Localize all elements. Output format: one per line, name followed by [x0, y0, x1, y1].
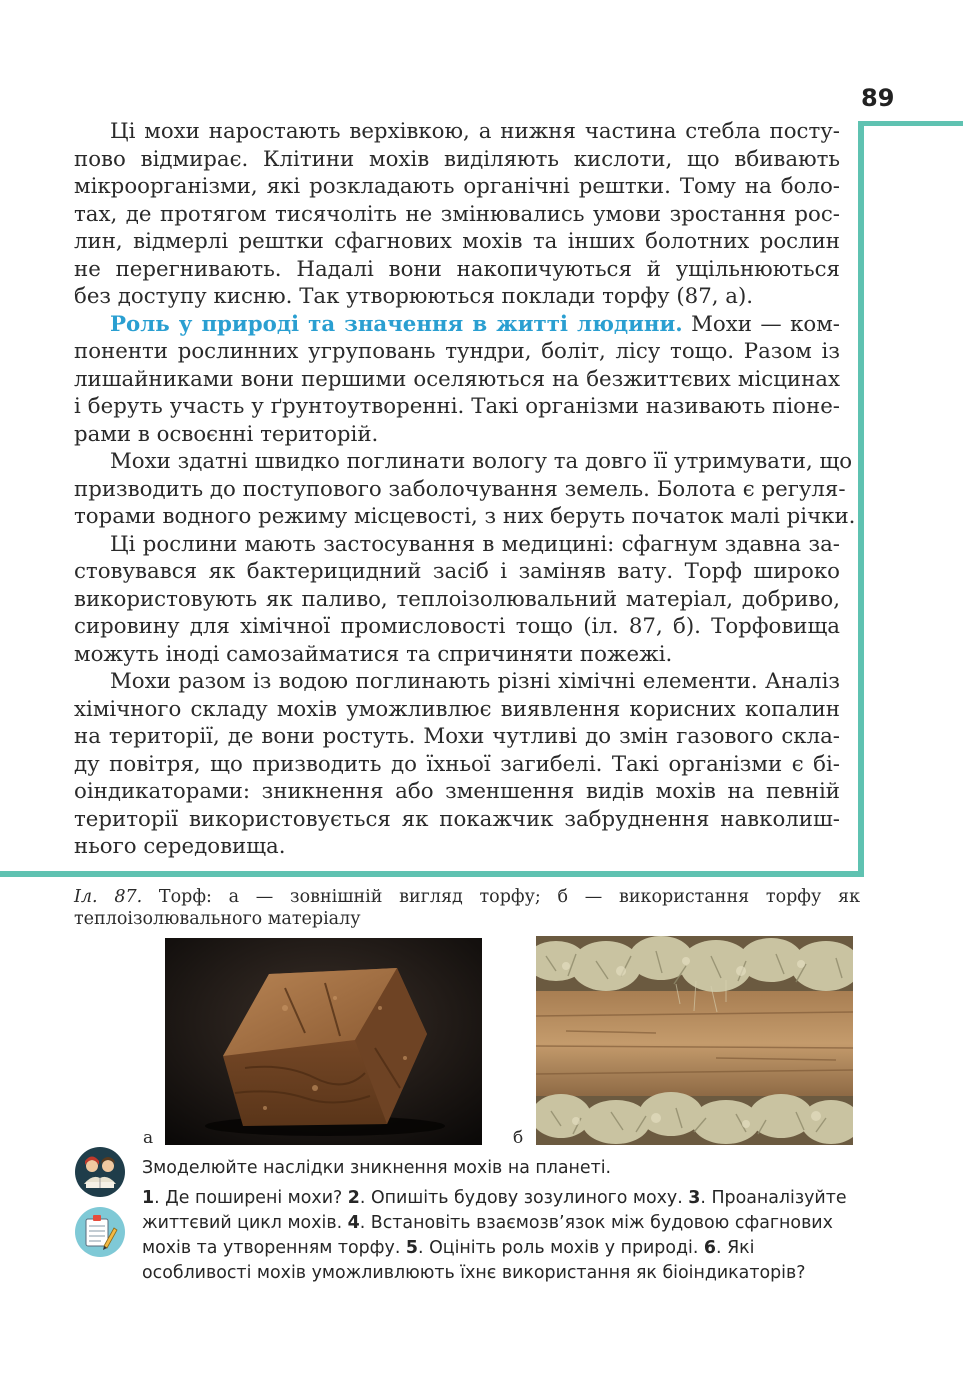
question-text: . Оцініть роль мохів у природі. [418, 1238, 704, 1258]
text-line: оіндикаторами: зникнення або зменшення видів мохів на певній [74, 779, 840, 804]
text-line: без доступу кисню. Так утворюються поклади торфу (87, а). [74, 284, 754, 309]
frame-bottom-border [0, 871, 864, 877]
peat-insulation-photo [536, 936, 853, 1145]
frame-top-border [862, 121, 963, 126]
text-line: лишайниками вони першими оселяються на безжиттєвих місцинах [74, 366, 840, 392]
frame-right-border [858, 121, 864, 877]
model-task: Змоделюйте наслідки зникнення мохів на планеті. [142, 1158, 612, 1178]
text-line: хімічного складу мохів уможливлює виявлення корисних копалин [74, 696, 840, 722]
question-text: . Проаналізуйте життєвий цикл мохів. [142, 1188, 847, 1233]
page-number: 89 [861, 84, 895, 112]
caption-label: Іл. 87. [74, 887, 143, 907]
text-line: призводить до поступового заболочування земель. Болота є регуля- [74, 476, 846, 502]
photo-label-b: б [513, 1128, 524, 1148]
text-line: нього середовища. [74, 834, 286, 859]
caption-line [74, 886, 860, 908]
text-line: можуть іноді самозайматися та спричиняти пожежі. [74, 641, 673, 667]
text-line [74, 311, 840, 339]
question-number: 2 [347, 1188, 360, 1208]
text-line: Ці мохи наростають верхівкою, а нижня частина стебла посту- [110, 119, 840, 144]
text-line: стовувався як бактерицидний засіб і заміняв вату. Торф широко [74, 559, 840, 584]
text-line: поненти рослинних угруповань тундри, боліт, лісу тощо. Разом із [74, 339, 840, 364]
section-heading: Роль у природі та значення в житті людини. [110, 311, 683, 337]
question-text: . Опишіть будову зозулиного моху. [359, 1188, 689, 1208]
question-number: 4 [347, 1213, 360, 1233]
text-line: використовують як паливо, теплоізолювальний матеріал, добриво, [74, 586, 840, 612]
text-line: території використовується як покажчик забруднення навколиш- [74, 806, 840, 832]
text-line: сировину для хімічної промисловості тощо (іл. 87, б). Торфовища [74, 614, 840, 639]
question-text: . Де поширені мохи? [154, 1188, 348, 1208]
text-line: торами водного режиму місцевості, з них беруть початок малі річки. [74, 504, 856, 529]
question-number: 3 [688, 1188, 701, 1208]
text-line: Ці рослини мають застосування в медицині: сфагнум здавна за- [110, 531, 840, 557]
question-text: . Встановіть взаємозв’язок між будовою сфагнових мохів та утворенням торфу. [142, 1213, 833, 1258]
text-line: на території, де вони ростуть. Мохи чутливі до змін газового скла- [74, 724, 840, 749]
caption-text: Торф: а — зовнішній вигляд торфу; б — використання торфу як [142, 887, 861, 907]
text-line: не перегнивають. Надалі вони накопичуються й ущільнюються [74, 256, 840, 282]
question-number: 5 [405, 1238, 419, 1258]
question-number: 6 [703, 1238, 717, 1258]
text-fragment: Мохи — ком- [682, 311, 840, 337]
text-line: тах, де протягом тисячоліть не змінювались умови зростання рос- [74, 201, 840, 227]
photo-label-a: а [143, 1128, 154, 1148]
question-text: . Які особливості мохів уможливлюють їхнє використання як біоіндикаторів? [142, 1238, 806, 1283]
text-line: і беруть участь у ґрунтоутворенні. Такі організми називають піоне- [74, 394, 840, 419]
peat-block-photo [165, 938, 482, 1145]
caption-line: теплоізолювального матеріалу [74, 909, 361, 929]
text-line: Мохи здатні швидко поглинати вологу та довго її утримувати, що [110, 449, 853, 474]
text-line: Мохи разом із водою поглинають різні хімічні елементи. Аналіз [110, 669, 840, 694]
text-line: пово відмирає. Клітини мохів виділяють кислоти, що вбивають [74, 146, 840, 172]
text-line: рами в освоєнні територій. [74, 421, 379, 447]
children-reading-icon [74, 1146, 126, 1198]
text-line: ду повітря, що призводить до їхньої загибелі. Такі організми є бі- [74, 751, 840, 777]
figure-caption [74, 886, 860, 930]
text-line: мікроорганізми, які розкладають органічні рештки. Тому на боло- [74, 174, 840, 199]
notebook-pencil-icon [74, 1206, 126, 1258]
main-text [74, 118, 856, 861]
question-number: 1 [142, 1188, 155, 1208]
text-line: лин, відмерлі рештки сфагнових мохів та інших болотних рослин [74, 229, 840, 254]
review-questions [142, 1186, 866, 1286]
